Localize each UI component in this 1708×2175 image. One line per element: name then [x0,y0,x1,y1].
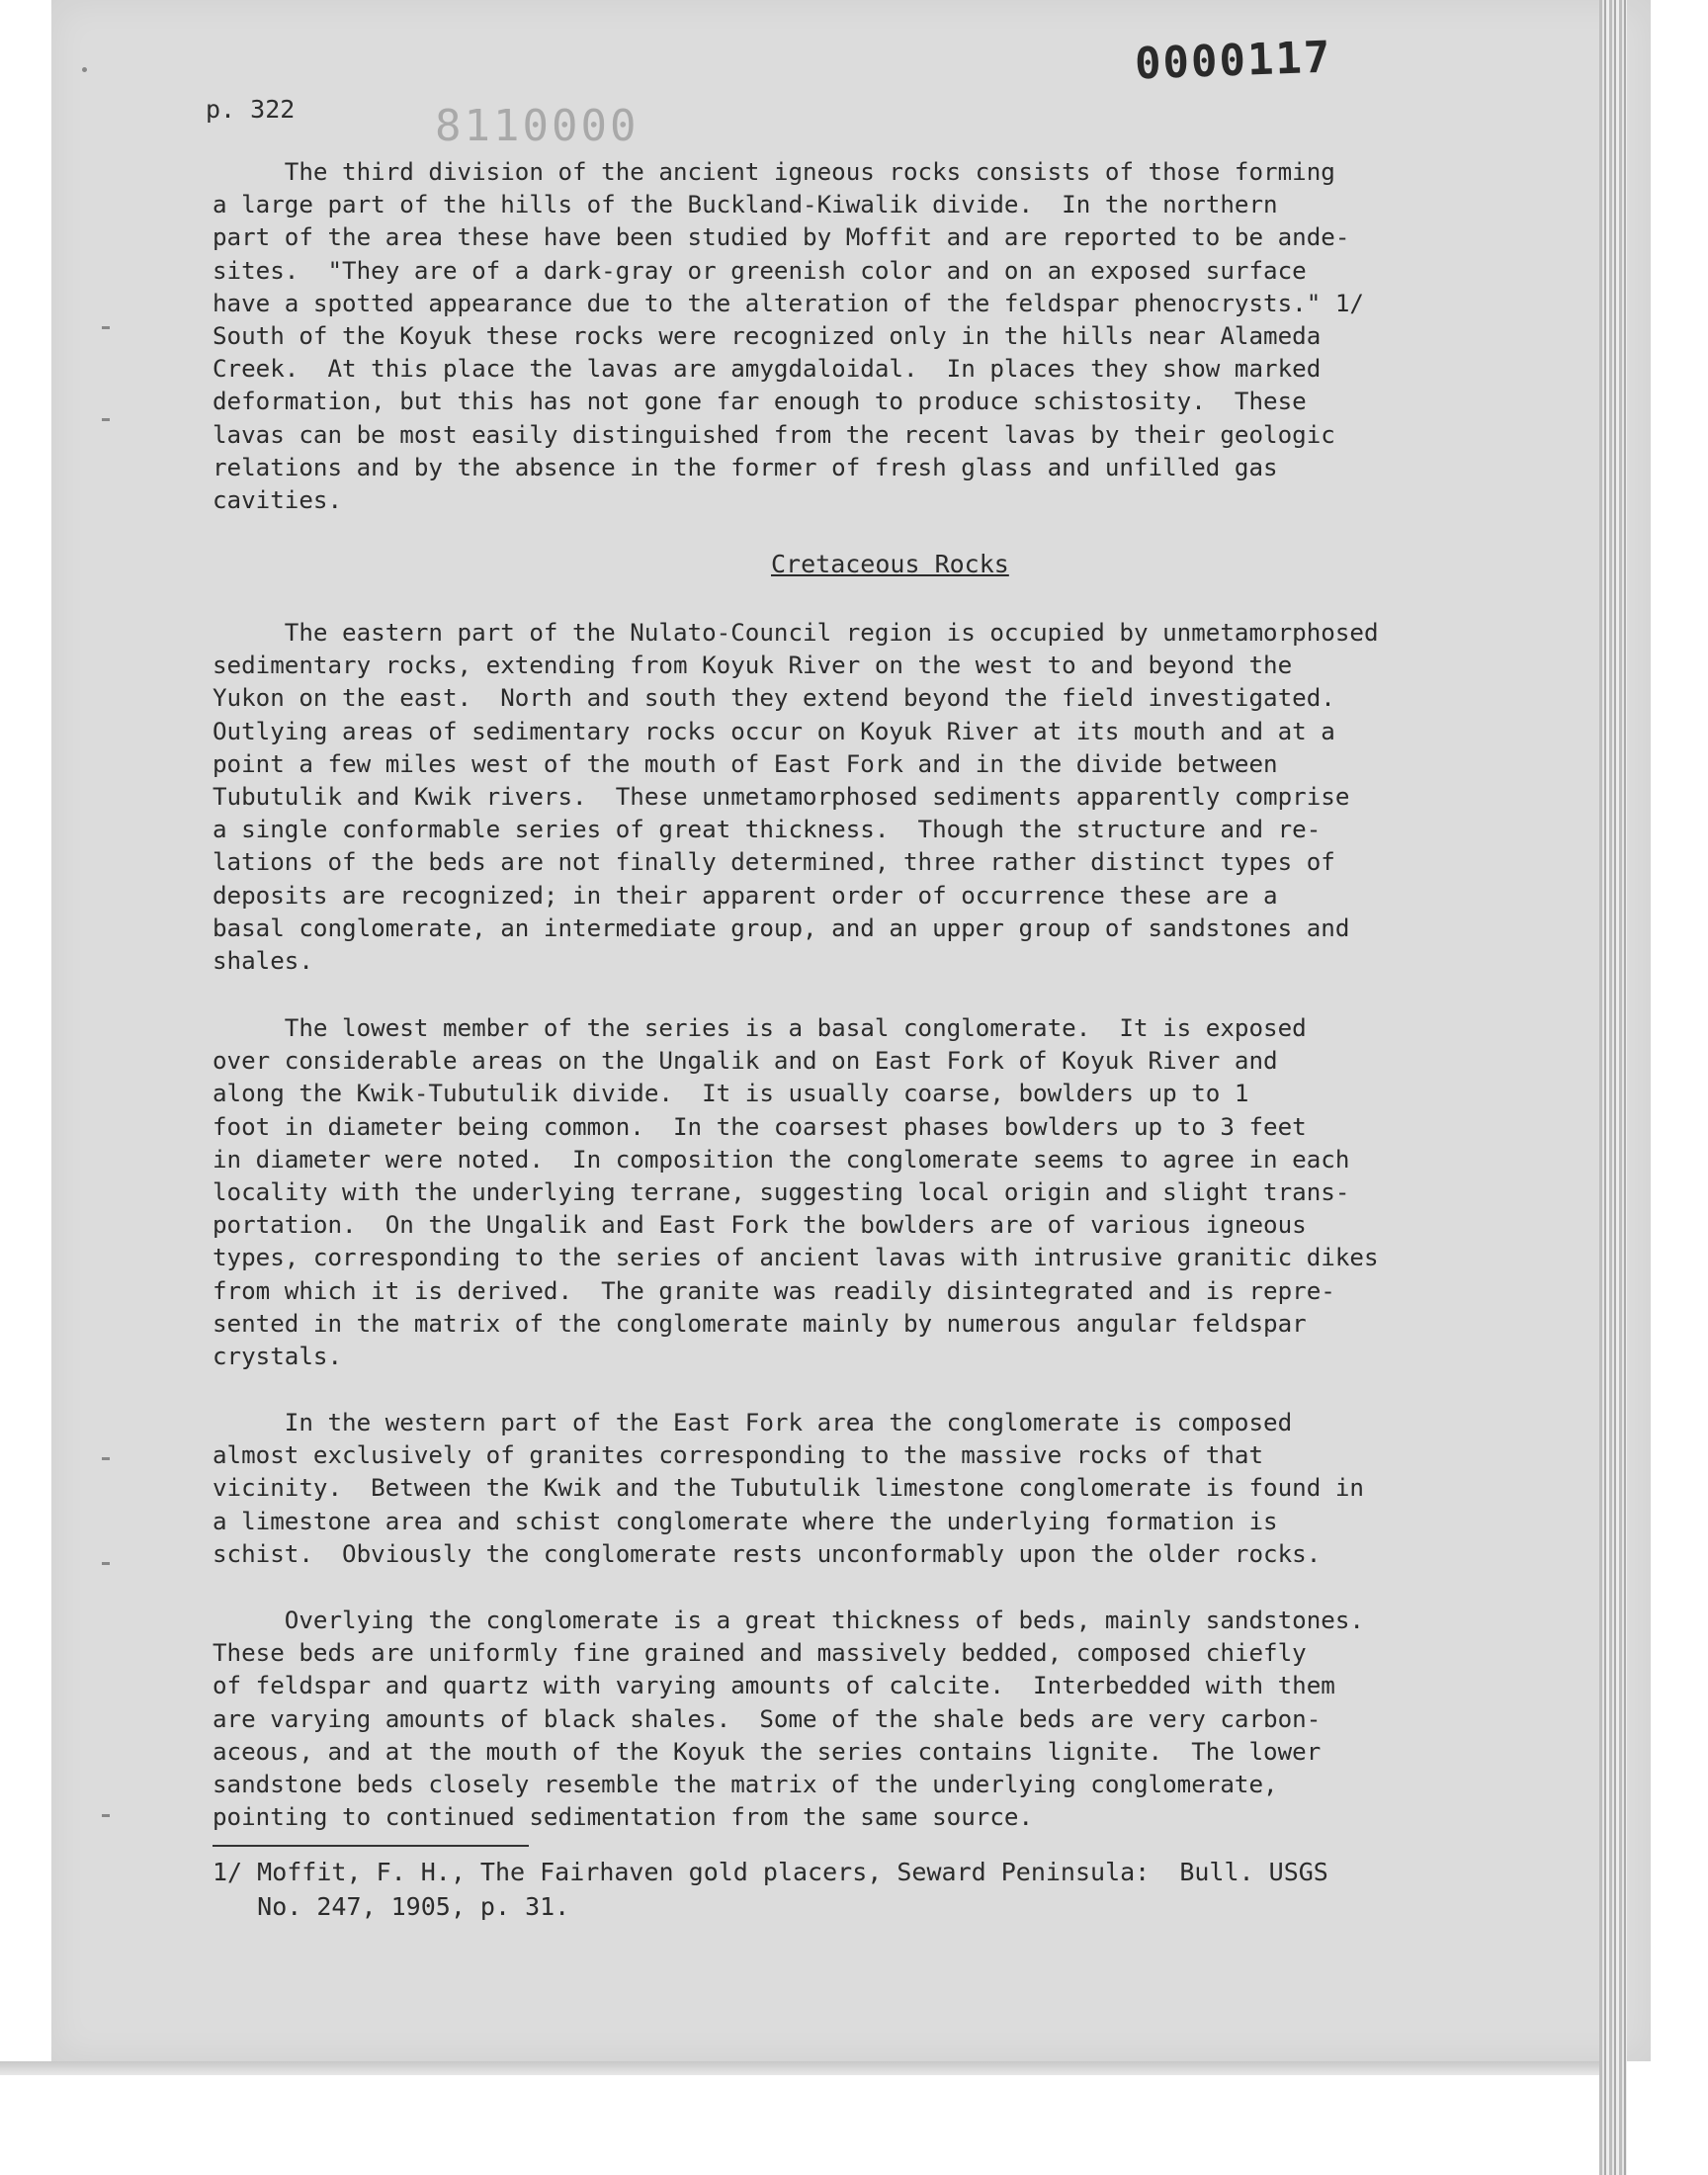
page-stack-edge [1599,0,1627,2175]
paragraph-cretaceous-intro: The eastern part of the Nulato-Council region is occupied by unmetamorphosed sedimentary rocks, extending from Koyuk River on the west to and beyond the Yukon on the east. North and south they extend beyond the field investigated. Outlying areas of sedimentary rocks occur on Koyuk River at its mouth and at a point a few miles west of the mouth of East Fork and in the divide between Tubutulik and Kwik rivers. These unmetamorphosed sediments apparently comprise a single conformable series of great thickness. Though the structure and re- lations of the beds are not finally determined, three rather distinct types of deposits are recognized; in their apparent order of occurrence these are a basal conglomerate, an intermediate group, and an upper group of sandstones and shales. [213,619,1379,976]
section-heading: Cretaceous Rocks [771,550,1009,578]
paragraph-igneous-rocks: The third division of the ancient igneous rocks consists of those forming a large part of the hills of the Buckland-Kiwalik divide. In the northern part of the area these have been studied by Moffit and are reported to be ande- sites. "They are of a dark-gray or greenish color and on an exposed surface have a spotted appearance due to the alteration of the feldspar phenocrysts." 1/ South of the Koyuk these rocks were recognized only in the hills near Alameda Creek. At this place the lavas are amygdaloidal. In places they show marked deformation, but this has not gone far enough to produce schistosity. These lavas can be most easily distinguished from the recent lavas by their geologic relations and by the absence in the former of fresh glass and unfilled gas cavities. [213,158,1364,515]
scan-speck [102,326,110,329]
scan-speck [102,418,110,421]
paragraph-basal-conglomerate: The lowest member of the series is a basal conglomerate. It is exposed over considerable areas on the Ungalik and on East Fork of Koyuk River and along the Kwik-Tubutulik divide. It is usually coarse, bowlders up to 1 foot in diameter being common. In the coarsest phases bowlders up to 3 feet in diameter were noted. In composition the conglomerate seems to agree in each locality with the underlying terrane, suggesting local origin and slight trans- portation. On the Ungalik and East Fork the bowlders are of various igneous types, corresponding to the series of ancient lavas with intrusive granitic dikes from which it is derived. The granite was readily disintegrated and is repre- sented in the matrix of the conglomerate mainly by numerous angular feldspar crystals. [213,1014,1379,1371]
scan-speck [102,1814,110,1817]
scan-speck [102,1457,110,1460]
document-number-stamp: 0000117 [1134,32,1333,90]
scan-speck [102,1562,110,1565]
page-bottom-edge [0,2061,1599,2075]
faint-number-stamp: 8110000 [435,101,640,151]
footnote-rule [213,1845,529,1847]
page-reference: p. 322 [206,95,296,124]
paragraph-sandstones: Overlying the conglomerate is a great thickness of beds, mainly sandstones. These beds are uniformly fine grained and massively bedded, composed chiefly of feldspar and quartz with varying amounts of calcite. Interbedded with them are varying amounts of black shales. Some of the shale beds are very carbon- aceous, and at the mouth of the Koyuk the series contains lignite. The lower sandstone beds closely resemble the matrix of the underlying conglomerate, pointing to continued sedimentation from the same source. [213,1607,1364,1832]
paragraph-east-fork: In the western part of the East Fork area the conglomerate is composed almost exclusively of granites corresponding to the massive rocks of that vicinity. Between the Kwik and the Tubutulik limestone conglomerate is found in a limestone area and schist conglomerate where the underlying formation is schist. Obviously the conglomerate rests unconformably upon the older rocks. [213,1409,1364,1568]
footnote: 1/ Moffit, F. H., The Fairhaven gold placers, Seward Peninsula: Bull. USGS No. 247, 1905, p. 31. [213,1858,1328,1921]
scan-speck [82,67,87,72]
